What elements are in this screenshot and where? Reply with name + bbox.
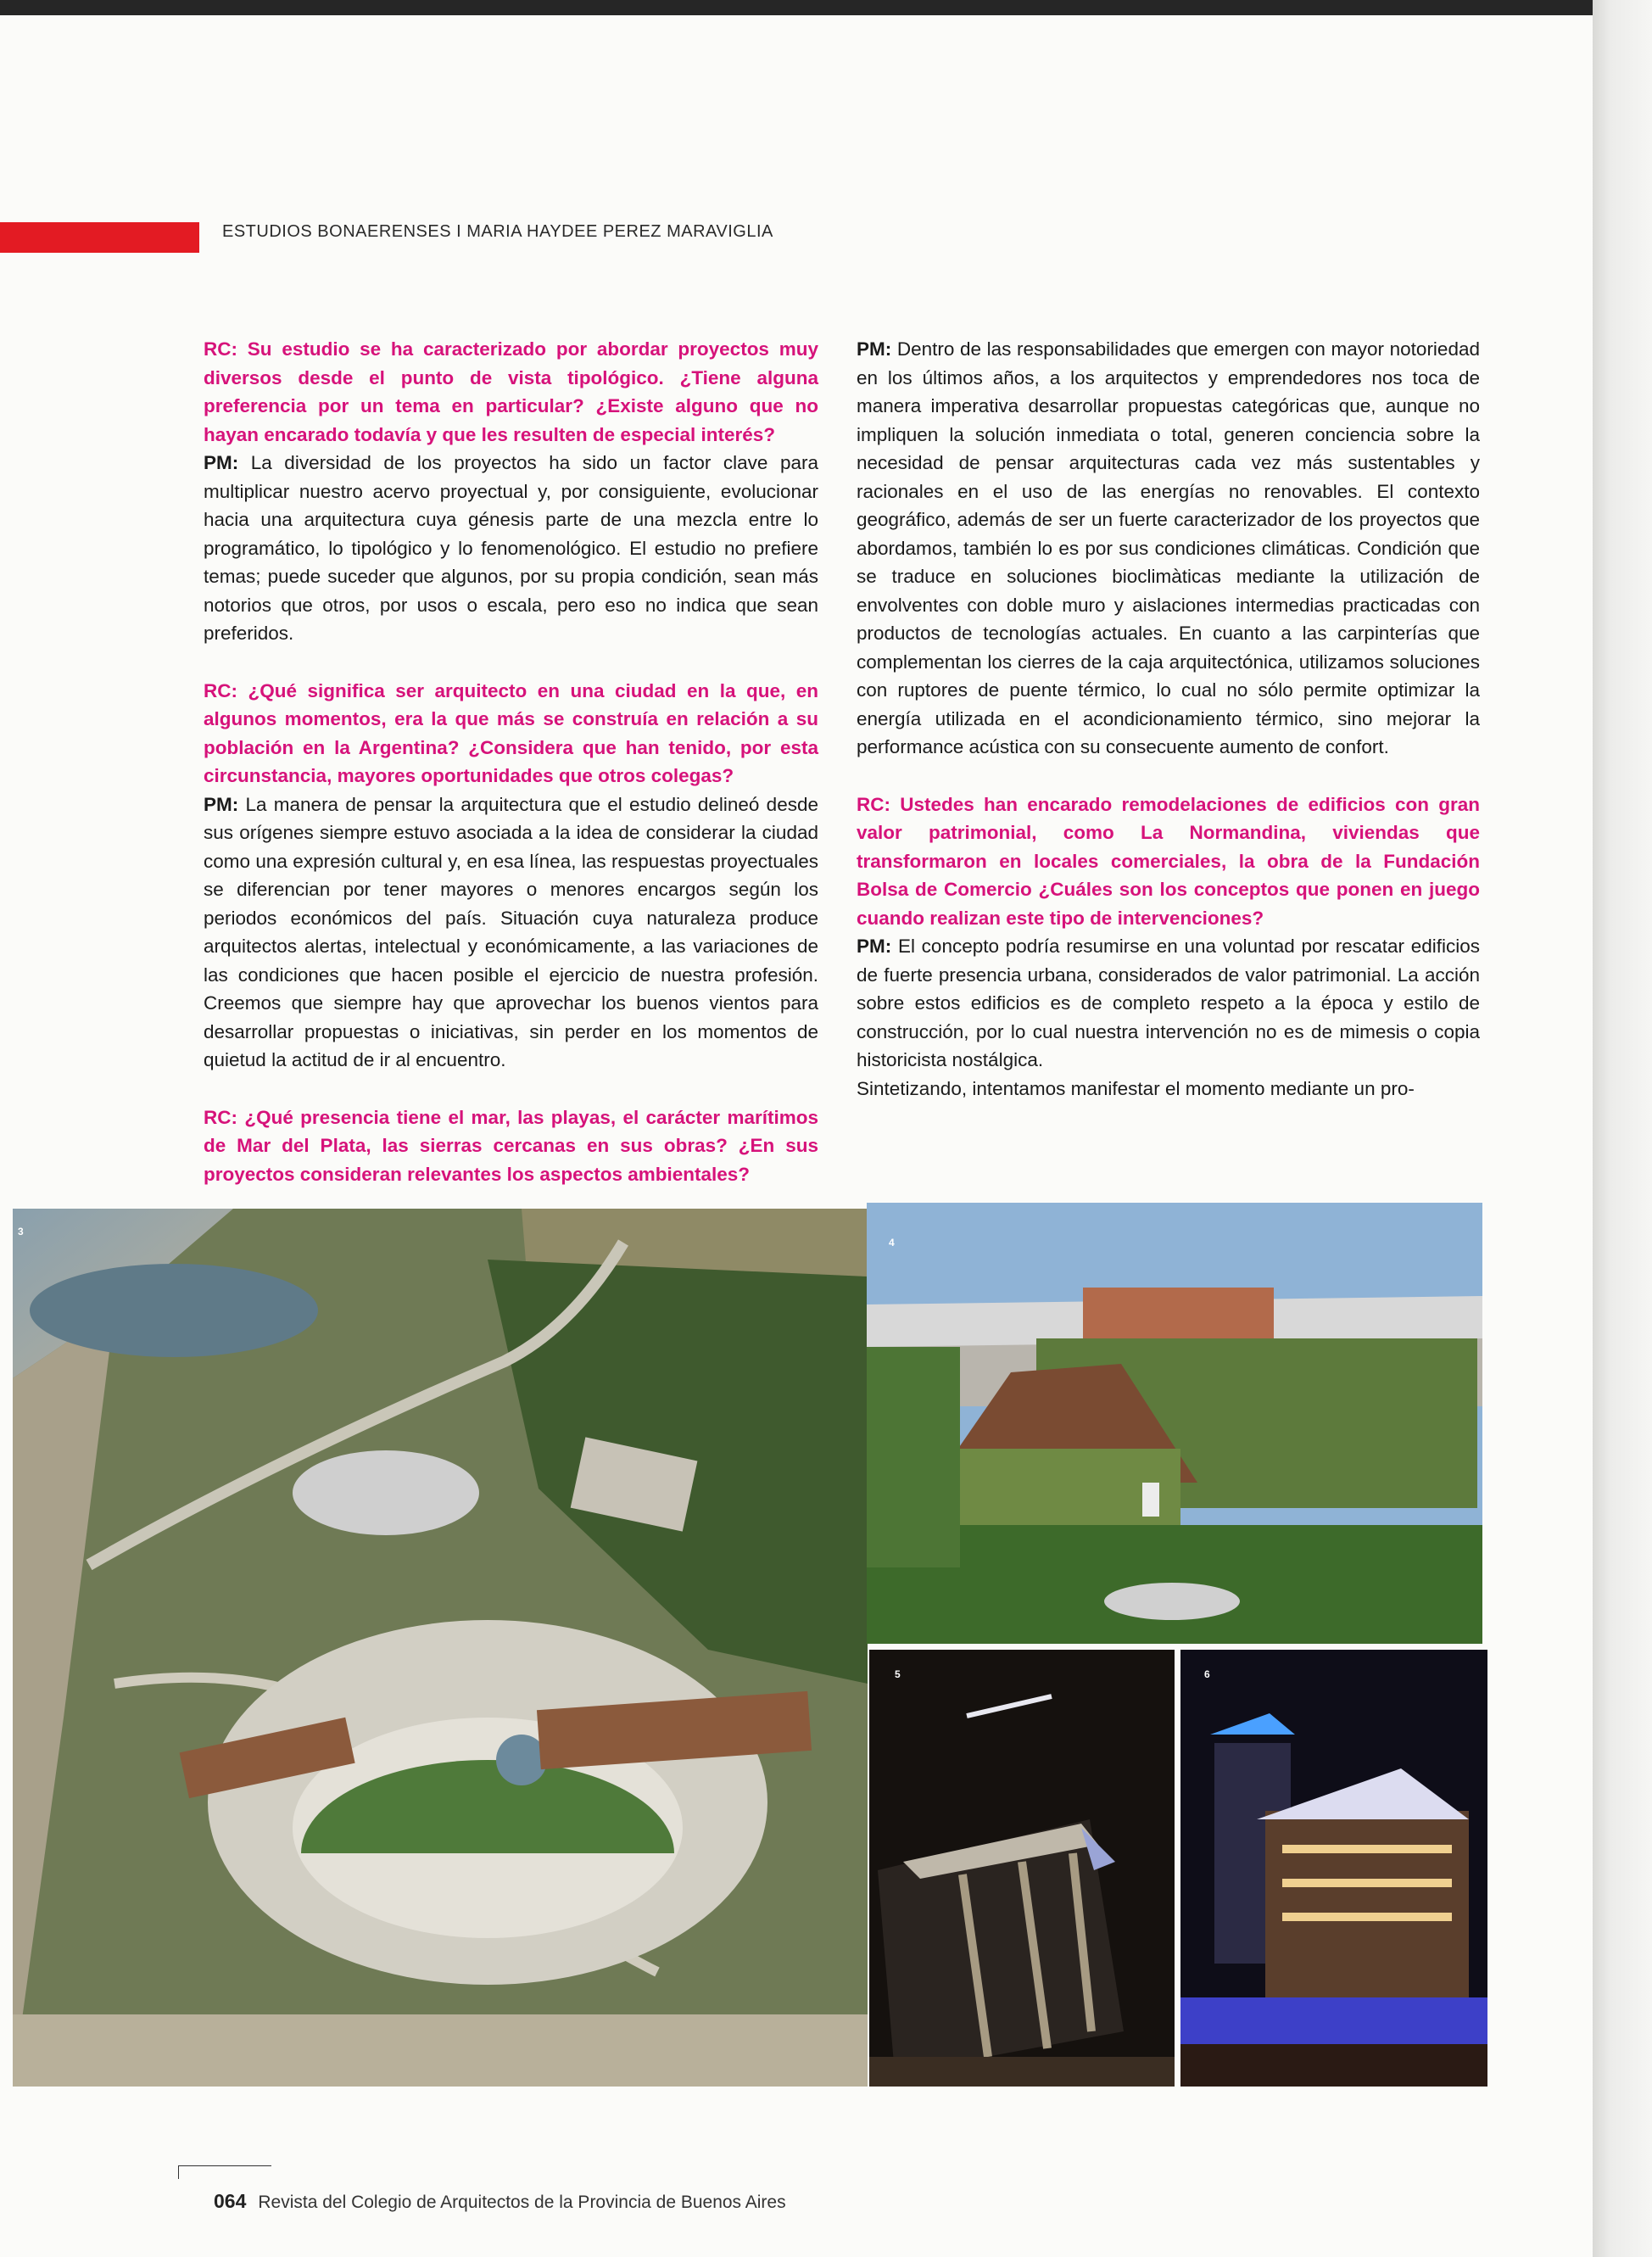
answer-text: El concepto podría resumirse en una voluntad por rescatar edificios de fuerte presencia urbana, considerados de valor patrimonial. La acción sobre estos edificios es de completo respeto a la época y estilo de construcción, por lo cual nuestra intervención no es de mimesis o copia historicista nostálgica.: [857, 936, 1480, 1070]
footer-rule-tick: [178, 2165, 179, 2179]
answer-speaker: PM:: [204, 452, 239, 473]
question-3: [204, 1103, 818, 1189]
photo-normandina-house: [867, 1203, 1482, 1644]
photo-number: 4: [889, 1237, 895, 1249]
text-column-left: [204, 335, 818, 1188]
footer-rule: [178, 2165, 271, 2166]
photo-number: 3: [18, 1226, 24, 1237]
photo-number: 5: [895, 1668, 901, 1680]
answer-4: [857, 932, 1480, 1075]
photo-number: 6: [1204, 1668, 1210, 1680]
question-speaker: RC:: [857, 793, 890, 815]
question-speaker: RC:: [204, 1106, 237, 1128]
photo-night-canopy: [869, 1650, 1175, 2087]
answer-text: La manera de pensar la arquitectura que el estudio delineó desde sus orígenes siempre estuvo asociada a la idea de considerar la ciudad como una expresión cultural y, en esa línea, las respuestas proyectuales se diferencian por tener mayores o menores encargos según los periodos económicos del país. Situación cuya naturaleza produce arquitectos alertas, intelectual y económicamente, a las variaciones de las condiciones que hacen posible el ejercicio de nuestra profesión. Creemos que siempre hay que aprovechar los buenos vientos para desarrollar propuestas o iniciativas, sin perder en los momentos de quietud la actitud de ir al encuentro.: [204, 793, 818, 1070]
answer-speaker: PM:: [204, 793, 239, 815]
page-footer: [214, 2190, 786, 2213]
publication-title: Revista del Colegio de Arquitectos de la Provincia de Buenos Aires: [258, 2193, 786, 2212]
question-text: Ustedes han encarado remodelaciones de edificios con gran valor patrimonial, como La Normandina, viviendas que transformaron en locales comerciales, la obra de la Fundación Bolsa de Comercio ¿Cuáles son los conceptos que ponen en juego cuando realizan este tipo de intervenciones?: [857, 793, 1480, 929]
question-text: ¿Qué significa ser arquitecto en una ciudad en la que, en algunos momentos, era la que más se construía en relación a su población en la Argentina? ¿Considera que han tenido, por esta circunstancia, mayores oportunidades que otros colegas?: [204, 679, 818, 786]
answer-text: Dentro de las responsabilidades que emergen con mayor notoriedad en los últimos años, a los arquitectos y emprendedores nos toca de manera imperativa desarrollar propuestas categóricas que, aunque no impliquen la solución inmediata o total, generen conciencia sobre la necesidad de pensar arquitecturas cada vez más sustentables y racionales en el uso de las energías no renovables. El contexto geográfico, además de ser un fuerte caracterizador de los proyectos que abordamos, también lo es por sus condiciones climáticas. Condición que se traduce en soluciones bioclimàticas mediante la utilización de envolventes con doble muro y aislaciones intermedias practicadas con productos de tecnologías actuales. En cuanto a las carpinterías que complementan los cierres de la caja arquitectónica, utilizamos soluciones con ruptores de puente térmico, lo cual no sólo permite optimizar la energía utilizada en el acondicionamiento térmico, sino mejorar la performance acústica con su consecuente aumento de confort.: [857, 338, 1480, 757]
answer-1: [204, 449, 818, 648]
question-2: [204, 677, 818, 791]
photo-aerial-complex: [13, 1209, 868, 2087]
answer-2: [204, 791, 818, 1075]
question-speaker: RC:: [204, 679, 237, 701]
answer-text: La diversidad de los proyectos ha sido un factor clave para multiplicar nuestro acervo proyectual y, por consiguiente, evolucionar hacia una arquitectura cuya génesis parte de una mezcla entre lo programático, lo tipológico y lo fenomenológico. El estudio no prefiere temas; puede suceder que algunos, por su propia condición, sean más notorios que otros, por usos o escala, pero eso no indica que sean preferidos.: [204, 452, 818, 644]
answer-speaker: PM:: [857, 338, 892, 360]
scan-top-edge: [0, 0, 1652, 15]
text-column-right: [857, 335, 1480, 1103]
question-text: Su estudio se ha caracterizado por abordar proyectos muy diversos desde el punto de vista tipológico. ¿Tiene alguna preferencia por un tema en particular? ¿Existe alguno que no hayan encarado todavía y que les resulten de especial interés?: [204, 338, 818, 445]
question-speaker: RC:: [204, 338, 237, 360]
page-number: 064: [214, 2190, 247, 2212]
photo-night-building: [1180, 1650, 1487, 2087]
answer-3: [857, 335, 1480, 762]
question-text: ¿Qué presencia tiene el mar, las playas, el carácter marítimos de Mar del Plata, las sierras cercanas en sus obras? ¿En sus proyectos consideran relevantes los aspectos ambientales?: [204, 1106, 818, 1185]
question-1: [204, 335, 818, 449]
section-color-bar: [0, 222, 199, 253]
page-spine-shadow: [1593, 0, 1652, 2257]
answer-4-continuation: Sintetizando, intentamos manifestar el momento mediante un pro-: [857, 1077, 1415, 1099]
question-4: [857, 791, 1480, 933]
running-head: ESTUDIOS BONAERENSES I MARIA HAYDEE PEREZ MARAVIGLIA: [222, 222, 773, 241]
answer-speaker: PM:: [857, 936, 892, 957]
